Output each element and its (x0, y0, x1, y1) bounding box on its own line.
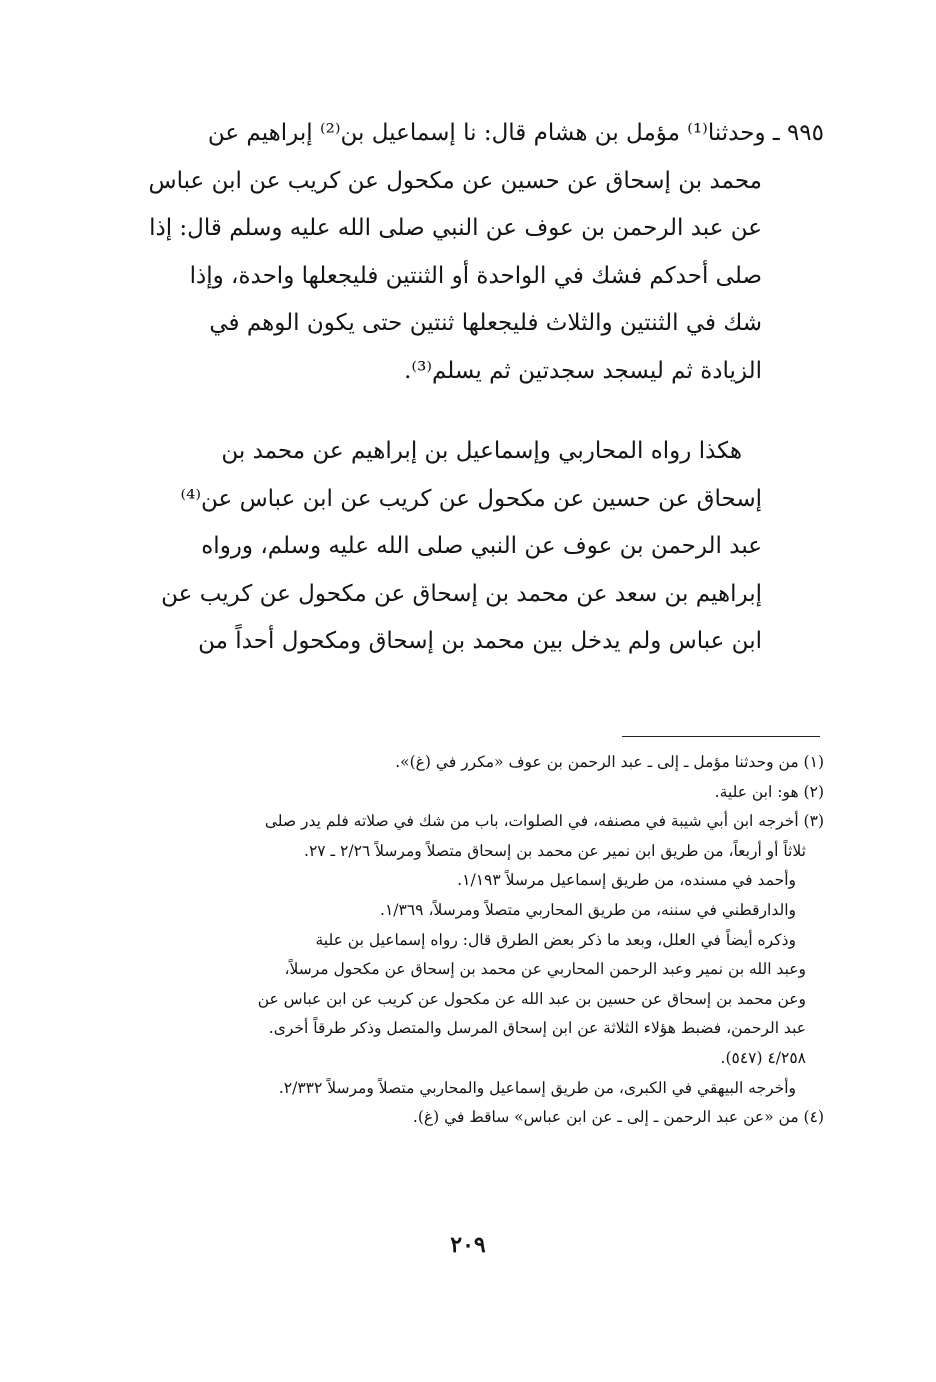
footnote-line: وعن محمد بن إسحاق عن حسين بن عبد الله عن مكحول عن كريب عن ابن عباس عن (257, 989, 806, 1008)
hadith-line: ٩٩٥ ـ وحدثنا⁽¹⁾ مؤمل بن هشام قال: نا إسماعيل بن⁽²⁾ إبراهيم عن (207, 120, 824, 146)
commentary-line: هكذا رواه المحاربي وإسماعيل بن إبراهيم عن محمد بن (221, 438, 742, 464)
footnote-line: وعبد الله بن نمير وعبد الرحمن المحاربي عن محمد بن إسحاق عن مكحول مرسلاً، (284, 960, 806, 979)
hadith-line: شك في الثنتين والثلاث فليجعلها ثنتين حتى يكون الوهم في (209, 310, 762, 336)
footnote-line: (٢) هو: ابن علية. (714, 782, 824, 801)
footnote-line: والدارقطني في سننه، من طريق المحاربي متصلاً ومرسلاً، ١/٣٦٩. (380, 900, 796, 919)
footnote-line: وأحمد في مسنده، من طريق إسماعيل مرسلاً ١/١٩٣. (457, 871, 796, 890)
commentary-line: ابن عباس ولم يدخل بين محمد بن إسحاق ومكحول أحداً من (198, 628, 762, 654)
commentary-line: إسحاق عن حسين عن مكحول عن كريب عن ابن عباس عن⁽⁴⁾ (180, 485, 762, 512)
hadith-text (124, 110, 824, 395)
commentary-text (124, 428, 824, 666)
footnote-line: ثلاثاً أو أربعاً، من طريق ابن نمير عن محمد بن إسحاق متصلاً ومرسلاً ٢/٢٦ ـ ٢٧. (304, 841, 806, 860)
hadith-line: محمد بن إسحاق عن حسين عن مكحول عن كريب عن ابن عباس (148, 167, 762, 194)
hadith-line: عن عبد الرحمن بن عوف عن النبي صلى الله عليه وسلم قال: إذا (149, 215, 762, 241)
commentary-line: إبراهيم بن سعد عن محمد بن إسحاق عن مكحول عن كريب عن (161, 580, 762, 607)
footnote-line: وأخرجه البيهقي في الكبرى، من طريق إسماعيل والمحاربي متصلاً ومرسلاً ٢/٣٣٢. (278, 1078, 796, 1097)
footnotes (114, 748, 824, 1133)
footnote-line: (٣) أخرجه ابن أبي شيبة في مصنفه، في الصلوات، باب من شك في صلاته فلم يدر صلى (264, 812, 824, 831)
footnote-line: (١) من وحدثنا مؤمل ـ إلى ـ عبد الرحمن بن عوف «مكرر في (غ)». (395, 753, 824, 771)
hadith-line: الزيادة ثم ليسجد سجدتين ثم يسلم⁽³⁾. (404, 357, 762, 384)
page-number: ٢٠٩ (450, 1232, 486, 1258)
footnote-line: وذكره أيضاً في العلل، وبعد ما ذكر بعض الطرق قال: رواه إسماعيل بن علية (315, 930, 796, 949)
footnote-separator (622, 736, 820, 737)
footnote-line: (٤) من «عن عبد الرحمن ـ إلى ـ عن ابن عباس» ساقط في (غ). (412, 1108, 824, 1127)
commentary-line: عبد الرحمن بن عوف عن النبي صلى الله عليه وسلم، ورواه (201, 533, 762, 559)
hadith-line: صلى أحدكم فشك في الواحدة أو الثنتين فليجعلها واحدة، وإذا (189, 262, 762, 289)
footnote-line: ٤/٢٥٨ (٥٤٧). (720, 1048, 806, 1067)
footnote-line: عبد الرحمن، فضبط هؤلاء الثلاثة عن ابن إسحاق المرسل والمتصل وذكر طرقاً أخرى. (268, 1019, 806, 1038)
